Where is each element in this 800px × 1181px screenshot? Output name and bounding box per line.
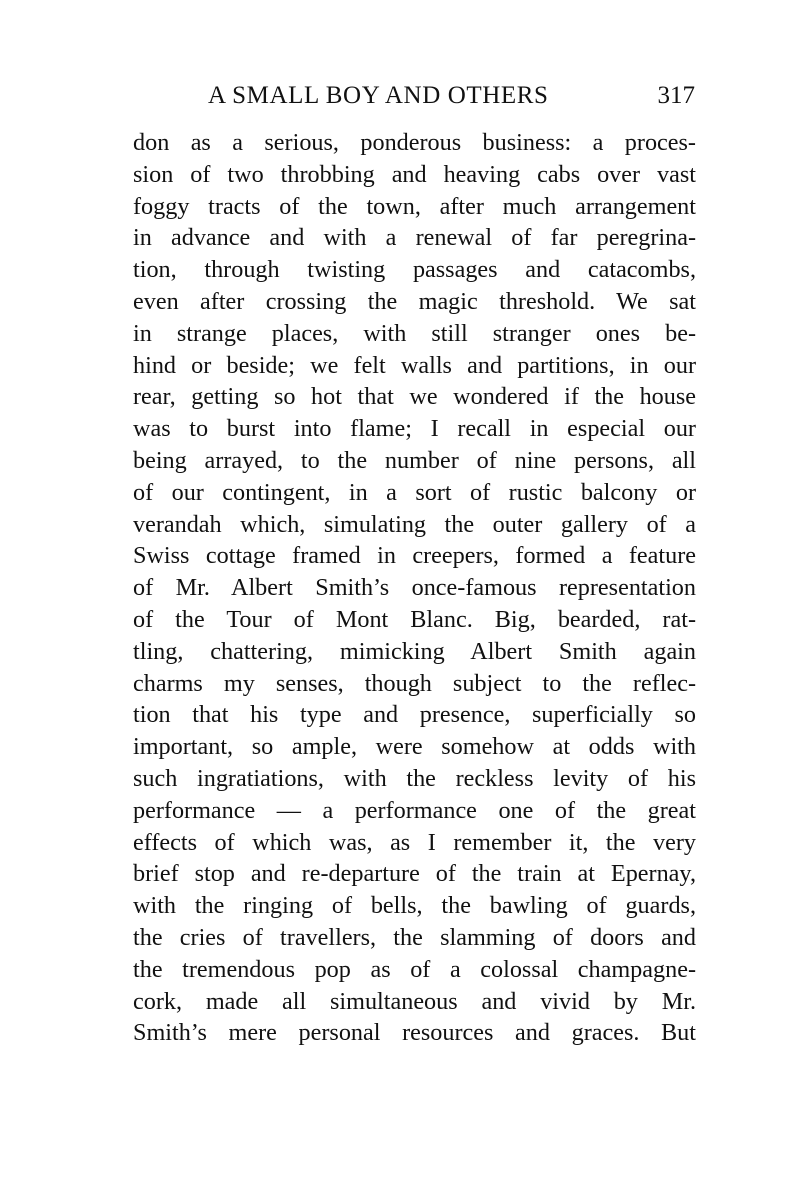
text-line: of Mr. Albert Smith’s once-famous representation [133, 574, 696, 602]
text-line: sion of two throbbing and heaving cabs over vast [133, 160, 696, 188]
text-line: don as a serious, ponderous business: a proces- [133, 129, 696, 156]
text-line: being arrayed, to the number of nine persons, all [133, 446, 696, 474]
text-line: of the Tour of Mont Blanc. Big, bearded, rat- [133, 605, 696, 633]
text-line: foggy tracts of the town, after much arrangement [133, 192, 696, 220]
text-line: such ingratiations, with the reckless levity of his [133, 764, 696, 792]
text-line: tling, chattering, mimicking Albert Smith again [133, 637, 696, 665]
text-line: even after crossing the magic threshold. We sat [133, 287, 696, 315]
text-line: was to burst into flame; I recall in especial our [133, 415, 696, 443]
text-line: in advance and with a renewal of far peregrina- [133, 224, 696, 252]
text-line: tion, through twisting passages and catacombs, [133, 256, 696, 284]
text-line: performance — a performance one of the great [133, 796, 696, 824]
text-line: important, so ample, were somehow at odds with [133, 733, 696, 761]
text-line: hind or beside; we felt walls and partitions, in our [133, 351, 696, 379]
running-title: A SMALL BOY AND OTHERS [208, 82, 549, 109]
running-head [133, 82, 695, 116]
text-line: effects of which was, as I remember it, the very [133, 828, 696, 856]
text-line: cork, made all simultaneous and vivid by Mr. [133, 987, 696, 1015]
text-line: the cries of travellers, the slamming of doors and [133, 923, 696, 951]
text-line: Smith’s mere personal resources and graces. But [133, 1019, 696, 1047]
body-text [133, 127, 696, 1049]
text-line: verandah which, simulating the outer gallery of a [133, 510, 696, 538]
text-line: the tremendous pop as of a colossal champagne- [133, 955, 696, 983]
text-line: of our contingent, in a sort of rustic balcony or [133, 478, 696, 506]
text-line: rear, getting so hot that we wondered if the house [133, 383, 696, 411]
text-line: charms my senses, though subject to the reflec- [133, 669, 696, 697]
text-line: Swiss cottage framed in creepers, formed a feature [133, 542, 696, 570]
text-line: with the ringing of bells, the bawling of guards, [133, 892, 696, 920]
text-line: brief stop and re-departure of the train at Epernay, [133, 860, 696, 888]
page-number: 317 [657, 82, 695, 109]
text-line: tion that his type and presence, superficially so [133, 701, 696, 729]
text-line: in strange places, with still stranger ones be- [133, 319, 696, 347]
